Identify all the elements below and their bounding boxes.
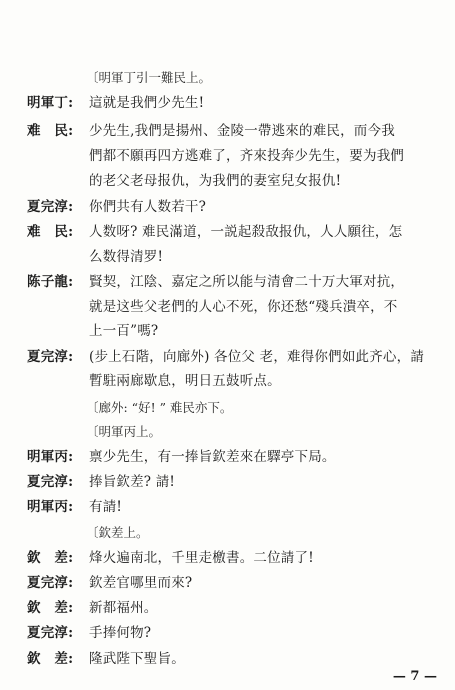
- dialog-line: 你們共有人数若干?: [89, 199, 207, 215]
- speaker-label: 夏完淳:: [27, 349, 74, 365]
- stage-direction: 〔欽差上。: [86, 525, 149, 540]
- speaker-label: 欽 差:: [27, 550, 74, 566]
- dialog-continuation: 就是这些父老們的人心不死，你还愁“殘兵潰卒，不: [89, 299, 398, 315]
- stage-direction: 〔明軍丁引一難民上。: [86, 70, 212, 85]
- dialog-continuation: 的老父老母报仇，为我們的妻室兒女报仇!: [89, 173, 342, 189]
- dialog-line: 烽火遍南北，千里走檄書。二位請了!: [89, 550, 314, 566]
- dialog-line: 捧旨欽差? 請!: [89, 474, 176, 490]
- speaker-label: 明軍丙:: [27, 449, 74, 465]
- dialog-continuation: 們都不願再四方逃难了，齐來投奔少先生，要为我們: [89, 148, 405, 164]
- dialog-line: 有請!: [89, 499, 123, 515]
- dialog-line: 少先生,我們是揚州、金陵一帶逃來的难民，而今我: [89, 123, 395, 139]
- stage-direction: 〔廊外: “好! ” 难民亦下。: [86, 400, 233, 415]
- speaker-label: 夏完淳:: [27, 575, 74, 591]
- speaker-label: 欽 差:: [27, 651, 74, 667]
- speaker-label: 夏完淳:: [27, 625, 74, 641]
- dialog-continuation: 么数得清罗!: [89, 249, 164, 265]
- stage-direction: 〔明軍丙上。: [86, 424, 162, 439]
- speaker-label: 夏完淳:: [27, 474, 74, 490]
- speaker-label: 难 民:: [27, 123, 74, 139]
- dialog-line: 隆武陛下聖旨。: [89, 651, 185, 667]
- speaker-label: 明軍丙:: [27, 499, 74, 515]
- speaker-label: 欽 差:: [27, 600, 74, 616]
- speaker-label: 陈子龍:: [27, 274, 74, 290]
- dialog-line: 人数呀? 难民滿道，一説起殺敌报仇，人人願往，怎: [89, 224, 403, 240]
- dialog-line: 欽差官哪里而來?: [89, 575, 193, 591]
- dialog-line: 手捧何物?: [89, 625, 152, 641]
- dialog-line: 新都福州。: [89, 600, 158, 616]
- dialog-line: 禀少先生，有一捧旨欽差來在驛亭下局。: [89, 449, 336, 465]
- speaker-label: 夏完淳:: [27, 199, 74, 215]
- speaker-label: 明軍丁:: [27, 95, 74, 111]
- dialog-line: 賢契，江陰、嘉定之所以能与清會二十万大軍对抗，: [89, 274, 405, 290]
- speaker-label: 难 民:: [27, 224, 74, 240]
- dialog-continuation: 上一百”嗎?: [89, 323, 159, 339]
- dialog-line: 這就是我們少先生!: [89, 95, 205, 111]
- page-number: — 7 —: [392, 669, 437, 684]
- dialog-continuation: 暫駐兩廊歇息，明日五鼓听点。: [89, 373, 281, 389]
- dialog-line: (步上石階，向廊外) 各位父 老，难得你們如此齐心，請: [89, 349, 425, 365]
